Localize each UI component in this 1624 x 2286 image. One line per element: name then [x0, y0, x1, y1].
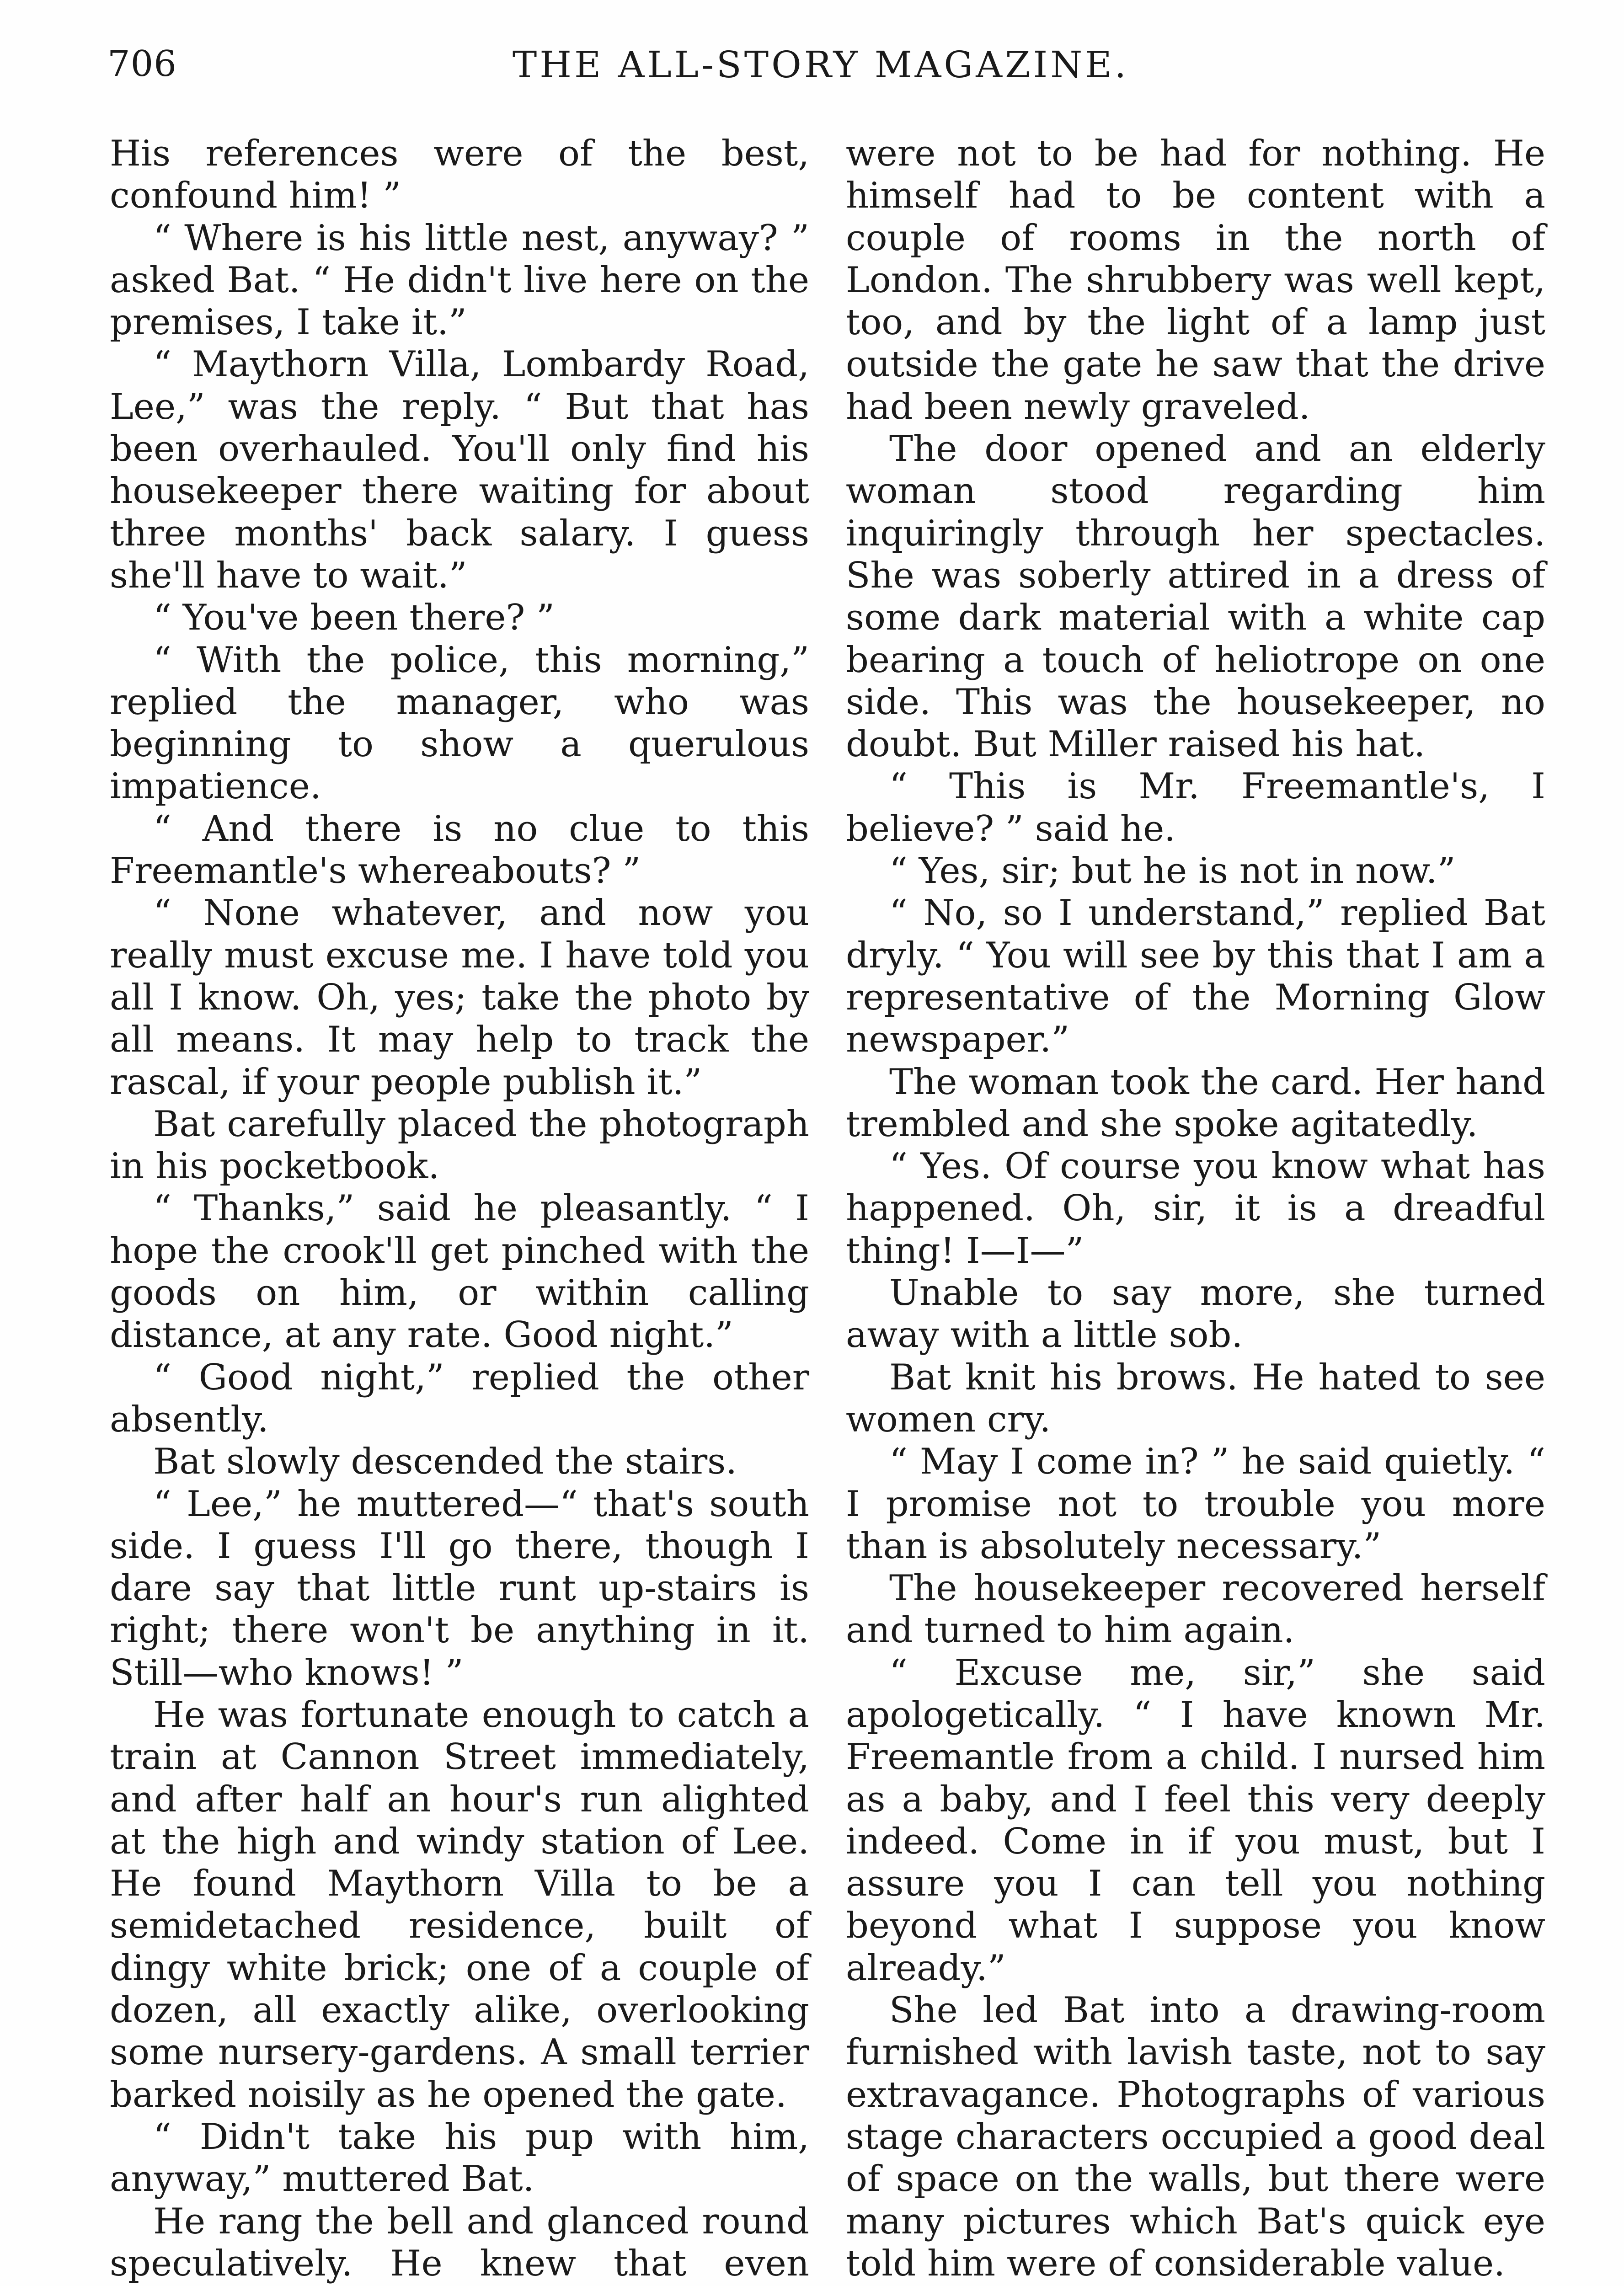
- paragraph: “ And there is no clue to this Freemantle's whereabouts? ”: [110, 808, 809, 892]
- paragraph: “ Where is his little nest, anyway? ” asked Bat. “ He didn't live here on the premises, I take it.”: [110, 217, 809, 343]
- left-column: [110, 133, 809, 2286]
- running-title: THE ALL-STORY MAGAZINE.: [512, 43, 1129, 86]
- paragraph: “ Didn't take his pup with him, anyway,” muttered Bat.: [110, 2116, 809, 2200]
- paragraph: “ Good night,” replied the other absently.: [110, 1357, 809, 1440]
- paragraph: “ Lee,” he muttered—“ that's south side. I guess I'll go there, though I dare say that little runt up-stairs is right; there won't be anything in it. Still—who knows! ”: [110, 1483, 809, 1693]
- paragraph: “ May I come in? ” he said quietly. “ I promise not to trouble you more than is absolutely necessary.”: [846, 1441, 1545, 1567]
- paragraph: “ Excuse me, sir,” she said apologetically. “ I have known Mr. Freemantle from a child. I nursed him as a baby, and I feel this very deeply indeed. Come in if you must, but I assure you I can tell you nothing beyond what I suppose you know already.”: [846, 1652, 1545, 1989]
- paragraph: Bat carefully placed the photograph in his pocketbook.: [110, 1103, 809, 1187]
- paragraph: “ Yes. Of course you know what has happened. Oh, sir, it is a dreadful thing! I—I—”: [846, 1146, 1545, 1271]
- paragraph: “ You've been there? ”: [153, 597, 555, 639]
- right-column: [846, 133, 1545, 2286]
- paragraph: The housekeeper recovered herself and turned to him again.: [846, 1568, 1545, 1651]
- paragraph: Unable to say more, she turned away with a little sob.: [846, 1272, 1545, 1356]
- paragraph: “ Thanks,” said he pleasantly. “ I hope the crook'll get pinched with the goods on him, or within calling distance, at any rate. Good night.”: [110, 1188, 809, 1356]
- paragraph: “ This is Mr. Freemantle's, I believe? ” said he.: [846, 766, 1545, 849]
- paragraph: He was fortunate enough to catch a train at Cannon Street immediately, and after half an hour's run alighted at the high and windy station of Lee. He found Maythorn Villa to be a semidetached residence, built of dingy white brick; one of a couple of dozen, all exactly alike, overlooking some nursery-gardens. A small terrier barked noisily as he opened the gate.: [110, 1694, 809, 2115]
- paragraph: His references were of the best, confound him! ”: [110, 133, 809, 217]
- paragraph: She led Bat into a drawing-room furnished with lavish taste, not to say extravagance. Photographs of various stage characters occupied a good deal of space on the walls, but there were many pictures which Bat's quick eye told him were of considerable value.: [846, 1990, 1545, 2284]
- paragraph: “ With the police, this morning,” replied the manager, who was beginning to show a querulous impatience.: [110, 639, 809, 807]
- paragraph: were not to be had for nothing. He himself had to be content with a couple of rooms in the north of London. The shrubbery was well kept, too, and by the light of a lamp just outside the gate he saw that the drive had been newly graveled.: [846, 133, 1545, 427]
- page-header: [107, 43, 1534, 98]
- paragraph: “ Yes, sir; but he is not in now.”: [889, 850, 1456, 892]
- paragraph: “ No, so I understand,” replied Bat dryly. “ You will see by this that I am a representative of the Morning Glow newspaper.”: [846, 892, 1545, 1061]
- paragraph: Bat knit his brows. He hated to see women cry.: [846, 1357, 1545, 1440]
- page-number: 706: [107, 43, 177, 85]
- paragraph: He rang the bell and glanced round speculatively. He knew that even: [110, 2201, 809, 2284]
- paragraph: “ None whatever, and now you really must excuse me. I have told you all I know. Oh, yes; take the photo by all means. It may help to track the rascal, if your people publish it.”: [110, 892, 809, 1103]
- paragraph: Bat slowly descended the stairs.: [153, 1441, 737, 1483]
- paragraph: “ Maythorn Villa, Lombardy Road, Lee,” was the reply. “ But that has been overhauled. You'll only find his housekeeper there waiting for about three months' back salary. I guess she'll have to wait.”: [110, 344, 809, 596]
- paragraph: The door opened and an elderly woman stood regarding him inquiringly through her spectacles. She was soberly attired in a dress of some dark material with a white cap bearing a touch of heliotrope on one side. This was the housekeeper, no doubt. But Miller raised his hat.: [846, 428, 1545, 765]
- paragraph: The woman took the card. Her hand trembled and she spoke agitatedly.: [846, 1061, 1545, 1145]
